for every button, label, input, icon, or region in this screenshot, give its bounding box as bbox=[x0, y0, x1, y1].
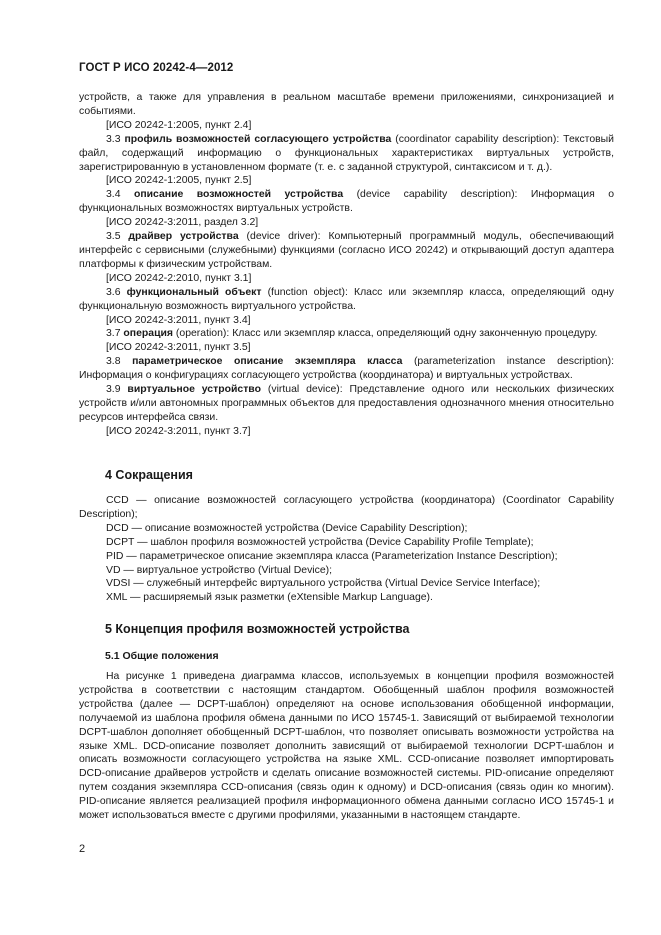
reference: [ИСО 20242-3:2011, раздел 3.2] bbox=[106, 217, 259, 229]
page-number: 2 bbox=[79, 843, 86, 855]
term-name: профиль возможностей согласующего устройства bbox=[124, 133, 392, 145]
term-3-3: 3.3 профиль возможностей согласующего устройства (coordinator capability description): Текстовый файл, содержащий информацию о функциональных характеристиках виртуальных устройств, зарегистрированную в установленном формате (т. е. с заданной структурой, синтаксисом и т. д.). bbox=[79, 133, 615, 173]
term-name: драйвер устройства bbox=[128, 231, 239, 243]
term-name: виртуальное устройство bbox=[127, 384, 261, 396]
term-3-8: 3.8 параметрическое описание экземпляра класса (parameterization instance description): Информация о конфигурациях согласующего устройства (координатора) и виртуальных устройствах. bbox=[79, 356, 614, 382]
term-3-5: 3.5 драйвер устройства (device driver): Компьютерный программный модуль, обеспечивающий интерфейс с сервисными (служебными) функциями (согласно ИСО 20242) и открывающий доступ адаптера платформы к физическим устройствам. bbox=[79, 231, 615, 270]
term-definition: (device capability description): Информация о функциональных возможностях виртуальных устройств. bbox=[79, 189, 614, 215]
term-3-6: 3.6 функциональный объект (function object): Класс или экземпляр класса, определяющий одну функциональную возможность виртуального устройства. bbox=[79, 286, 615, 312]
term-definition: (operation): Класс или экземпляр класса, определяющий одну законченную процедуру. bbox=[175, 328, 598, 340]
paragraph: На рисунке 1 приведена диаграмма классов, используемых в концепции профиля возможностей устройства в соответствии с настоящим стандартом. Обобщенный шаблон профиля возможностей устройства (далее — DCPT-шаблон) определяют на основе использования обобщенной информации, получаемой из шаблона профиля обмена данными по ИСО 15745-1. Зависящий от выбираемой технологии DCPT-шаблон дополняет обобщенный DCPT-шаблон, что позволяет описывать возможности устройства на языке XML. DCD-описание позволяет дополнить зависящий от выбираемой технологии DCPT-шаблон и описать возможности согласующего устройства на языке XML. CCD-описание позволяет импортировать DCD-описание драйверов устройств и сделать описание возможностей системы. PID-описание определяют путем создания экземпляра CCD-описания (связь один к одному) и DCD-описания (связь один ко многим). PID-описание является реализацией профиля информационного обмена данными согласно ИСО 15745-1 и может использоваться вместе с другими профилями, указанными в настоящем стандарте. bbox=[79, 671, 614, 822]
term-3-4: 3.4 описание возможностей устройства (device capability description): Информация о функциональных возможностях виртуальных устройств. bbox=[79, 189, 614, 215]
term-definition: (parameterization instance description): Информация о конфигурациях согласующего устройства (координатора) и виртуальных устройствах. bbox=[79, 356, 614, 382]
term-3-9: 3.9 виртуальное устройство (virtual device): Представление одного или нескольких физических устройств и/или автономных программных объектов для предоставления однозначного мнения относительно ресурсов интерфейса связи. bbox=[79, 384, 615, 423]
term-name: параметрическое описание экземпляра класса bbox=[132, 356, 403, 368]
term-definition: (function object): Класс или экземпляр класса, определяющий одну функциональную возможность виртуального устройства. bbox=[79, 286, 615, 312]
reference: [ИСО 20242-1:2005, пункт 2.5] bbox=[106, 175, 252, 187]
abbreviation-item: CCD — описание возможностей согласующего устройства (координатора) (Coordinator Capability Description); bbox=[79, 495, 614, 520]
reference: [ИСО 20242-1:2005, пункт 2.4] bbox=[106, 119, 252, 131]
abbreviations-list bbox=[79, 494, 614, 605]
term-3-7: 3.7 операция (operation): Класс или экземпляр класса, определяющий одну законченную процедуру. bbox=[106, 328, 598, 340]
term-name: операция bbox=[123, 328, 174, 340]
subsection-5-1-title: 5.1 Общие положения bbox=[105, 650, 219, 662]
abbreviation-item: DCD — описание возможностей устройства (Device Capability Description); bbox=[106, 522, 468, 534]
abbreviation-item: DCPT — шаблон профиля возможностей устройства (Device Capability Profile Template); bbox=[106, 536, 534, 548]
reference: [ИСО 20242-3:2011, пункт 3.7] bbox=[106, 425, 251, 437]
term-definition: (device driver): Компьютерный программный модуль, обеспечивающий интерфейс с сервисными (служебными) функциями (согласно ИСО 20242) и открывающий доступ адаптера платформы к физическим устройствам. bbox=[79, 231, 615, 270]
section-5-1-text bbox=[79, 670, 614, 823]
term-name: функциональный объект bbox=[126, 286, 262, 298]
section-5-title: 5 Концепция профиля возможностей устройства bbox=[105, 622, 410, 636]
term-definition: (virtual device): Представление одного или нескольких физических устройств и/или автономных программных объектов для предоставления однозначного мнения относительно ресурсов интерфейса связи. bbox=[79, 384, 615, 423]
reference: [ИСО 20242-2:2010, пункт 3.1] bbox=[106, 272, 252, 284]
section-4-title: 4 Сокращения bbox=[105, 468, 193, 482]
abbreviation-item: VD — виртуальное устройство (Virtual Device); bbox=[106, 564, 333, 576]
reference: [ИСО 20242-3:2011, пункт 3.4] bbox=[106, 314, 251, 326]
term-name: описание возможностей устройства bbox=[133, 189, 344, 201]
abbreviation-item: XML — расширяемый язык разметки (eXtensible Markup Language). bbox=[106, 592, 433, 604]
abbreviation-item: VDSI — служебный интерфейс виртуального устройства (Virtual Device Service Interface); bbox=[106, 578, 541, 590]
document-header: ГОСТ Р ИСО 20242-4—2012 bbox=[79, 62, 234, 74]
terms-block bbox=[79, 91, 614, 439]
reference: [ИСО 20242-3:2011, пункт 3.5] bbox=[106, 342, 251, 354]
abbreviation-item: PID — параметрическое описание экземпляра класса (Parameterization Instance Description); bbox=[106, 550, 558, 562]
continuation-text: устройств, а также для управления в реальном масштабе времени приложениями, синхронизацией и событиями. bbox=[79, 92, 614, 117]
term-definition: (coordinator capability description): Текстовый файл, содержащий информацию о функциональных характеристиках виртуальных устройств, зарегистрированную в установленном формате (т. е. с заданной структурой, синтаксисом и т. д.). bbox=[79, 133, 615, 173]
